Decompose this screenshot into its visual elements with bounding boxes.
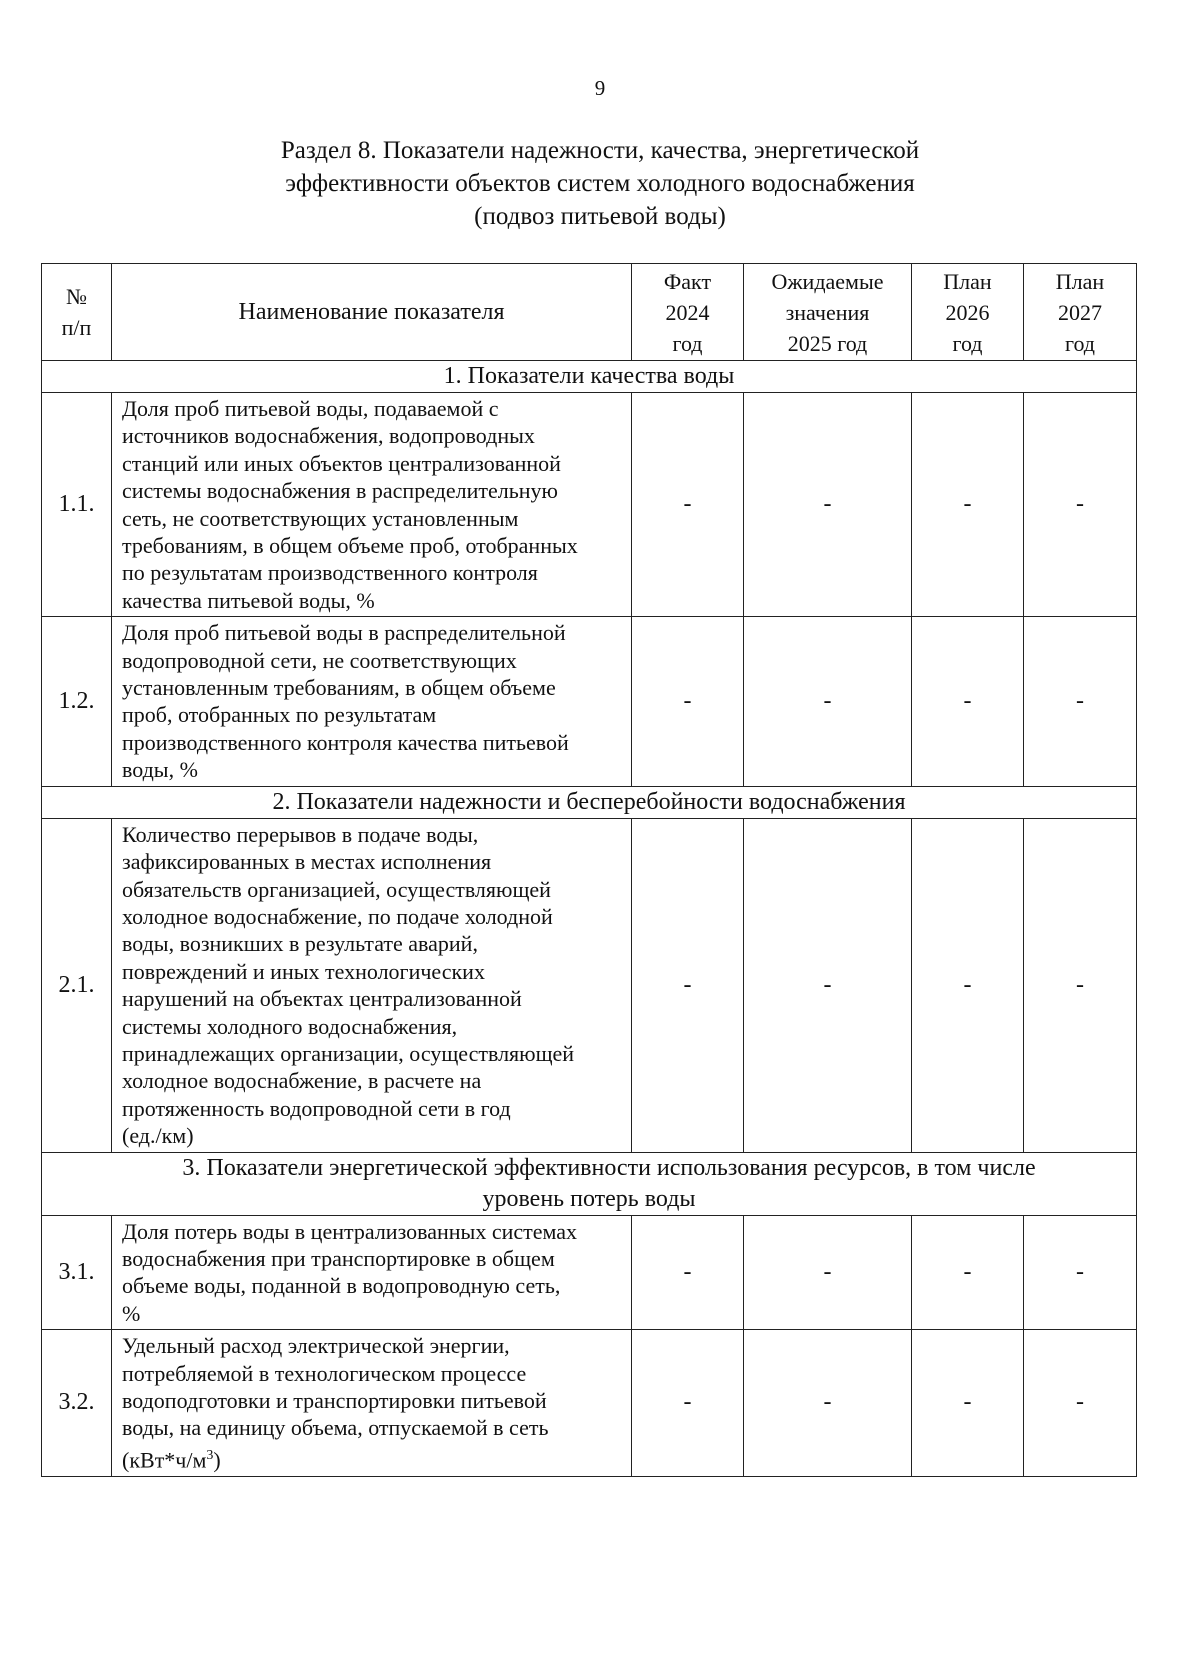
table-header-row [42, 264, 1137, 361]
value-fact-2024: - [632, 1215, 744, 1330]
description-line: Доля проб питьевой воды в распределительной [122, 620, 566, 646]
value-fact-2024: - [632, 393, 744, 617]
row-number: 1.1. [42, 393, 112, 617]
value-expected-2025: - [744, 818, 912, 1152]
description-line: производственного контроля качества питьевой [122, 729, 569, 755]
description-line: водоснабжения при транспортировке в общем [122, 1245, 555, 1271]
section-title-2: 2. Показатели надежности и бесперебойности водоснабжения [42, 786, 1137, 818]
row-number: 2.1. [42, 818, 112, 1152]
description-line: источников водоснабжения, водопроводных [122, 423, 535, 449]
header-number-symbol: № [66, 284, 87, 309]
section-header-row [42, 1152, 1137, 1215]
header-text: год [672, 330, 703, 356]
unit-superscript: 3 [206, 1447, 214, 1463]
section-header-row [42, 786, 1137, 818]
description-line: холодное водоснабжение, в расчете на [122, 1068, 482, 1094]
header-text: год [1064, 330, 1096, 356]
indicators-table [41, 263, 1137, 1477]
header-text: План [943, 268, 992, 294]
page-number: 9 [594, 76, 606, 100]
description-line-unit [122, 1442, 621, 1474]
unit-text-end: ) [213, 1447, 221, 1473]
description-line: объеме воды, поданной в водопроводную сеть, [122, 1273, 561, 1299]
description-line: принадлежащих организации, осуществляющей [122, 1040, 575, 1066]
description-line: потребляемой в технологическом процессе [122, 1360, 527, 1386]
section-title-3-line-2: уровень потерь воды [482, 1185, 696, 1212]
value-plan-2026: - [912, 818, 1024, 1152]
description-line: воды, на единицу объема, отпускаемой в сеть [122, 1415, 549, 1441]
row-description [112, 818, 632, 1152]
header-plan-2027 [1024, 264, 1137, 361]
table-row [42, 1215, 1137, 1330]
description-line: протяженность водопроводной сети в год [122, 1095, 511, 1121]
table-row [42, 1330, 1137, 1476]
description-line: зафиксированных в местах исполнения [122, 849, 492, 875]
header-text: Факт [663, 268, 712, 294]
description-line: сеть, не соответствующих установленным [122, 505, 519, 531]
header-text: год [952, 330, 983, 356]
description-line: Удельный расход электрической энергии, [122, 1333, 510, 1359]
description-line: проб, отобранных по результатам [122, 702, 437, 728]
description-line: системы холодного водоснабжения, [122, 1013, 458, 1039]
value-expected-2025: - [744, 617, 912, 786]
header-text: 2026 [945, 299, 990, 325]
header-text: 2025 год [787, 330, 868, 356]
description-line: требованиям, в общем объеме проб, отобранных [122, 533, 578, 559]
value-plan-2027: - [1024, 818, 1137, 1152]
description-line: Доля потерь воды в централизованных системах [122, 1218, 578, 1244]
section-title-line-3: (подвоз питьевой воды) [474, 203, 726, 230]
description-line: системы водоснабжения в распределительную [122, 478, 558, 504]
value-expected-2025: - [744, 393, 912, 617]
row-description [112, 393, 632, 617]
section-title-3-line-1: 3. Показатели энергетической эффективности использования ресурсов, в том числе [182, 1154, 1036, 1181]
value-plan-2027: - [1024, 1330, 1137, 1476]
description-line: установленным требованиям, в общем объеме [122, 675, 556, 701]
description-line: % [122, 1300, 141, 1326]
description-line: водопроводной сети, не соответствующих [122, 647, 517, 673]
header-text: 2024 [665, 299, 710, 325]
value-plan-2026: - [912, 393, 1024, 617]
header-number-label: п/п [61, 315, 92, 340]
value-plan-2027: - [1024, 1215, 1137, 1330]
row-number: 3.2. [42, 1330, 112, 1476]
row-description [112, 617, 632, 786]
table-row [42, 617, 1137, 786]
description-line: станций или иных объектов централизованной [122, 450, 561, 476]
row-number: 1.2. [42, 617, 112, 786]
section-title-line-1: Раздел 8. Показатели надежности, качества, энергетической [280, 137, 920, 164]
section-title-1: 1. Показатели качества воды [42, 361, 1137, 393]
header-text: 2027 [1058, 299, 1102, 325]
description-line: холодное водоснабжение, по подаче холодной [122, 903, 553, 929]
header-fact-2024 [632, 264, 744, 361]
table-row [42, 393, 1137, 617]
header-text: значения [785, 299, 870, 325]
description-line: Доля проб питьевой воды, подаваемой с [122, 396, 499, 421]
row-description [112, 1215, 632, 1330]
value-plan-2026: - [912, 1330, 1024, 1476]
section-title-line-2: эффективности объектов систем холодного водоснабжения [285, 170, 915, 197]
section-title-3 [42, 1152, 1137, 1215]
value-expected-2025: - [744, 1330, 912, 1476]
value-plan-2027: - [1024, 617, 1137, 786]
value-fact-2024: - [632, 617, 744, 786]
header-plan-2026 [912, 264, 1024, 361]
value-plan-2026: - [912, 617, 1024, 786]
value-plan-2027: - [1024, 393, 1137, 617]
description-line: воды, возникших в результате аварий, [122, 931, 478, 957]
section-title [150, 134, 1050, 233]
table-row [42, 818, 1137, 1152]
description-line: по результатам производственного контроля [122, 560, 538, 586]
description-line: нарушений на объектах централизованной [122, 986, 522, 1012]
description-line: Количество перерывов в подаче воды, [122, 821, 479, 847]
value-expected-2025: - [744, 1215, 912, 1330]
description-line: повреждений и иных технологических [122, 958, 485, 984]
description-line: обязательств организацией, осуществляющей [122, 876, 551, 902]
description-line: (ед./км) [122, 1123, 194, 1149]
row-number: 3.1. [42, 1215, 112, 1330]
description-line: водоподготовки и транспортировки питьевой [122, 1388, 547, 1413]
section-header-row [42, 361, 1137, 393]
value-plan-2026: - [912, 1215, 1024, 1330]
row-description [112, 1330, 632, 1476]
description-line: качества питьевой воды, % [122, 587, 375, 613]
header-text: План [1055, 268, 1105, 294]
header-expected-2025 [744, 264, 912, 361]
header-text: Ожидаемые [771, 268, 884, 294]
unit-text: (кВт*ч/м [122, 1447, 207, 1473]
value-fact-2024: - [632, 1330, 744, 1476]
header-number [42, 264, 112, 361]
description-line: воды, % [122, 757, 198, 783]
value-fact-2024: - [632, 818, 744, 1152]
header-indicator-name: Наименование показателя [112, 264, 632, 361]
